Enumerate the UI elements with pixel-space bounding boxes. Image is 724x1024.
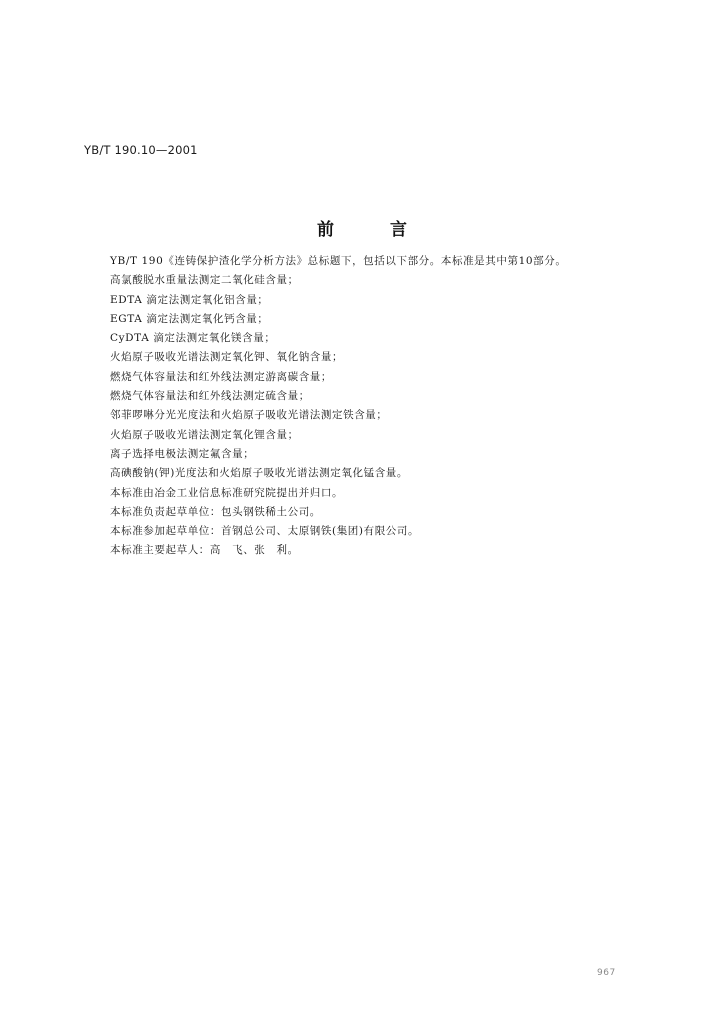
list-item: 燃烧气体容量法和红外线法测定硫含量； [110, 390, 310, 403]
list-item: 高碘酸钠(钾)光度法和火焰原子吸收光谱法测定氧化锰含量。 [110, 467, 408, 480]
list-item: EDTA 滴定法测定氧化铝含量； [110, 293, 269, 306]
standard-code: YB/T 190.10—2001 [84, 143, 198, 157]
list-item: 燃烧气体容量法和红外线法测定游离碳含量； [110, 370, 332, 383]
foreword-body [110, 252, 640, 561]
list-item: 离子选择电极法测定氟含量； [110, 447, 255, 460]
paragraph-drafters: 本标准主要起草人：高 飞、张 利。 [110, 544, 299, 557]
list-item: 邻菲啰啉分光光度法和火焰原子吸收光谱法测定铁含量； [110, 409, 388, 422]
list-item: 火焰原子吸收光谱法测定氧化锂含量； [110, 428, 299, 441]
paragraph-intro: YB/T 190《连铸保护渣化学分析方法》总标题下，包括以下部分。本标准是其中第10部分。 [110, 255, 567, 267]
paragraph-proposer: 本标准由冶金工业信息标准研究院提出并归口。 [110, 486, 344, 499]
list-item: CyDTA 滴定法测定氧化镁含量； [110, 332, 276, 345]
page-title: 前言 [317, 220, 463, 240]
paragraph-drafting-unit: 本标准负责起草单位：包头钢铁稀土公司。 [110, 505, 321, 518]
list-item: 火焰原子吸收光谱法测定氧化钾、氧化钠含量； [110, 351, 344, 364]
list-item: EGTA 滴定法测定氧化钙含量； [110, 312, 269, 325]
list-item: 高氯酸脱水重量法测定二氧化硅含量； [110, 274, 299, 287]
page-number: 967 [597, 968, 616, 978]
paragraph-participating-units: 本标准参加起草单位：首钢总公司、太原钢铁(集团)有限公司。 [110, 525, 420, 538]
